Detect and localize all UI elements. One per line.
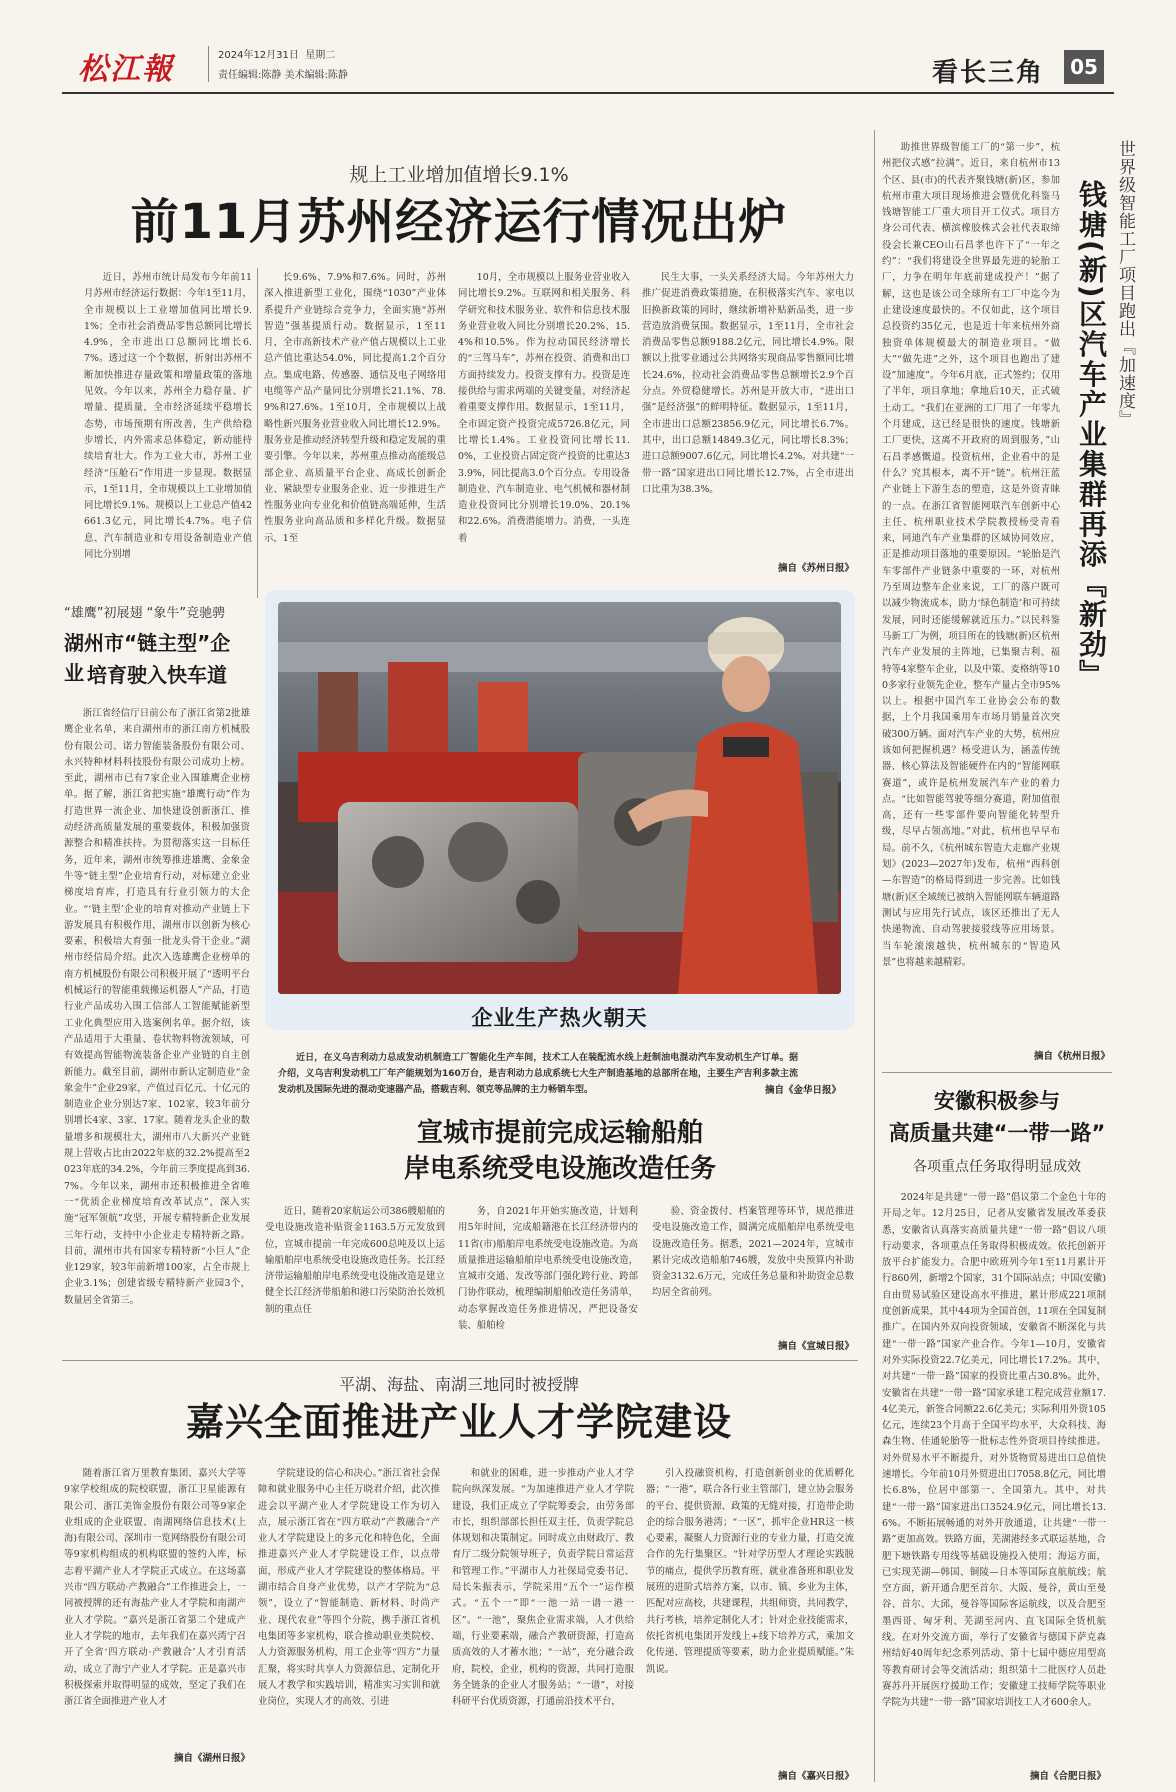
section-title: 看长三角 <box>932 58 1045 88</box>
xuancheng-headline-line-1: 宣城市提前完成运输船舶 <box>416 1118 703 1148</box>
masthead-divider <box>208 46 209 82</box>
jiaxing-col-3: 和就业的困难，进一步推动产业人才学院向纵深发展。“为加速推进产业人才学院建设，我们正成立了学院筹委会，由劳务部市长，组织部部长担任双主任，负责学院总体规划和决策制定。同时成立由财政厅、教育厅二级分院领导班子，负责学院日常运营和管理工作。”平湖市人力社保局党委书记、局长朱振表示，学院采用“五个一”运作模式。“五个一”即“一池一站一谱一港一区”。“一池”，聚焦企业需求端，人才供给端，行业要素端，融合产教研资源，打造高质高效的人才蓄水池；“一站”，充分融合政府，院校，企业，机构的资源，共同打造服务全链条的企业人才服务站；“一谱”，对接科研平台优质资源，打通前沿技术平台， <box>452 1468 634 1708</box>
xuancheng-col-3: 验、资金拨付、档案管理等环节，规范推进受电设施改造工作，圆满完成船舶岸电系统受电设施改造任务。据悉，2021—2024年，宣城市累计完成改造船舶746艘，发放中央预算内补助资金3132.6万元，完成任务总量和补助资金总数均居全省前列。 <box>652 1206 854 1299</box>
xuancheng-col-2: 务，自2021年开始实施改造，计划利用5年时间，完成船籍港在长江经济带内的11省(市)船舶岸电系统受电设施改造。为高质量推进运输船舶岸电系统受电设施改造，宣城市交通、发改等部门强化跨行业、跨部门协作联动，梳理编制船舶改造任务清单，动态掌握改造任务推进情况，严把设备安装、船舶检 <box>458 1206 638 1332</box>
suzhou-divider <box>257 268 258 598</box>
xuancheng-col-1: 近日，随着20家航运公司386艘船舶的受电设施改造补贴资金1163.5万元发放到位，宣城市提前一年完成600总吨及以上运输船舶岸电系统受电设施改造任务。长江经济带运输船舶岸电系统受电设施改造是建立健全长江经济带船舶和港口污染防治长效机制的重点任 <box>265 1206 445 1315</box>
qiantang-kicker: 世界级智能工厂项目跑出『加速度』 <box>1115 140 1135 428</box>
anhui-headline-line-2: 高质量共建“一带一路” <box>888 1121 1106 1145</box>
suzhou-col-3: 10月，全市规模以上服务业营业收入同比增长9.2%。互联网和相关服务、科学研究和技术服务业、软件和信息技术服务业营业收入同比分别增长20.2%、15.4%和10.5%。作为拉动国民经济增长的“三驾马车”，苏州在投资、消费和出口方面持续发力。投资支撑有力。投资是连接供给与需求两端的关键变量，对经济起着重要支撑作用。数据显示，1至11月，全市固定资产投资完成5726.8亿元，同比增长1.4%。工业投资同比增长11.0%，工业投资占固定资产投资的比重达33.9%，同比提高3.0个百分点。专用设备制造业、汽车制造业、电气机械和器材制造业投资同比分别增长19.0%、20.1%和22.6%。消费潜能增力。消费，一头连着 <box>458 272 630 544</box>
factory-photo <box>278 602 841 994</box>
jiaxing-col-4: 引入投融资机构，打造创新创业的优质孵化器；“一港”，联合各行业主管部门，建立协会服务的平台、提供资源、政策的无缝对接，打造带企助企的综合服务港湾；“一区”，抓牢企业HR这一核心要素，凝聚人力资源行业的专业力量，打造交流合作的先行集聚区。“针对学历型人才理论实践脱节的痛点，提供学历教育班、就业准备班和职业发展班的进阶式培养方案，以市、镇、乡业为主体，匹配对应高校，共建课程，共组师资，共同教学，共行考核，培养定制化人才；针对企业技能需求，依托省机电集团开发线上+线下培养方式，乘加文化传递、管理提质等要素，助力企业提质赋能。”朱凯说。 <box>646 1468 854 1675</box>
jiaxing-headline: 嘉兴全面推进产业人才学院建设 <box>185 1400 732 1444</box>
qiantang-headline: 钱塘(新)区汽车产业集群再添『新劲』 <box>1075 180 1108 690</box>
anhui-top-rule <box>882 1072 1112 1073</box>
anhui-headline-line-1: 安徽积极参与 <box>934 1089 1060 1113</box>
suzhou-kicker: 规上工业增加值增长9.1% <box>349 164 569 186</box>
jiaxing-top-rule <box>62 1360 858 1361</box>
huzhou-headline-line-1: 湖州市“链主型”企业 <box>64 631 231 685</box>
newspaper-name: 松江報 <box>78 52 174 87</box>
suzhou-headline: 前11月苏州经济运行情况出炉 <box>130 194 788 250</box>
masthead-rule <box>62 92 1114 94</box>
anhui-subtitle: 各项重点任务取得明显成效 <box>913 1159 1081 1175</box>
huzhou-kicker: “雄鹰”初展翅 “象牛”竞驰骋 <box>64 606 226 621</box>
huzhou-headline-line-2: 培育驶入快车道 <box>87 663 227 687</box>
xuancheng-headline-line-2: 岸电系统受电设施改造任务 <box>403 1154 716 1184</box>
suzhou-col-1: 近日，苏州市统计局发布今年前11月苏州市经济运行数据：今年1至11月，全市规模以上工业增加值同比增长9.1%；全市社会消费品零售总额同比增长4.9%，全市进出口总额同比增长6.7%。透过这一个个数据，折射出苏州不断加快推进存量政策和增量政策的落地见效。今年以来，苏州全力稳存量、扩增量、提质量，全市经济延续平稳增长态势，市场预期有所改善，生产供给稳步增长，内外需求总体稳定，新动能持续培育壮大。作为工业大市，苏州工业经济“压舱石”作用进一步显现。数据显示，1至11月，全市规模以上工业增加值同比增长9.1%。规模以上工业总产值42661.3亿元，同比增长4.7%。电子信息、汽车制造业和专用设备制造业产值同比分别增 <box>84 272 252 561</box>
jiaxing-kicker: 平湖、海盐、南湖三地同时被授牌 <box>338 1375 579 1394</box>
qiantang-body: 助推世界级智能工厂的“第一步”，杭州把仪式感”拉满”。近日，来自杭州市13个区、县(市)的代表齐聚钱塘(新)区，参加杭州市重大项目现场推进会暨优化科鉴马钱塘智能工厂重大项目开工仪式。项目方身公司代表、横滨橡胶株式会社代表取缔役会长兼CEO山石昌孝也许下了“一年之约”：“我们将建设全世界最先进的轮胎工厂，力争在明年年底前建成投产！”据了解，这也是该公司全球所有工厂中迄今为止建设速度最快的。不仅如此，这个项目总投资约35亿元，也是近十年来杭州外商独资单体规模最大的制造业项目。“做大”“做先进”之外，这个项目也跑出了建设”加速度”。今年6月底，正式签约；仅用了半年，项目拿地；拿地后10天，正式破土动工。“我们在亚洲的工厂用了一年零九个月建成，这已经是很快的速度。钱塘新工厂更快，这离不开政府的周到服务，”山石昌孝感慨道。投资杭州，企业看中的是什么？究其根本，离不开“链”。杭州汪蓝产业链上下游生态的塑造，这是外资青睐的一点。在浙江省智能网联汽车创新中心主任、杭州职业技术学院教授杨受青看来，同迪汽车产业集群的区域协同效应，正是推动项目落地的重要原因。“轮胎是汽车零部件产业链条中重要的一环，对杭州乃至周边整车企业来说，工厂的落户既可以减少物流成本，助力‘绿色制造’和可持续发展，同时还能缓解就近压力。”以民科鉴马新工厂为例，项目所在的钱塘(新)区杭州汽车产业发展的主阵地，已集聚吉利、福特等4家整车企业，以及中策、麦格纳等100多家行业领先企业，整车产量占全市95%以上。根据中国汽车工业协会公布的数据，上个月我国乘用车市场月销量首次突破300万辆。面对汽车产业的大势，杭州应该如何把握机遇？杨受进认为，涵盖传统器、核心算法及智能硬件在内的“智能网联赛道”，或许是杭州发展汽车产业的着力点。“比如智能驾驶等细分赛道，附加值很高，还有一些零部件要向智能化转型升级，尽早占领高地。”对此，杭州也早早布局。前不久，《杭州城东智造大走廊产业规划》(2023—2027年)发布，杭州“西科创—东智造”的格局得到进一步完善。比如钱塘(新)区全域统已被纳入智能网联车辆道路测试与应用先行试点，该区还推出了无人快递物流、自动驾驶接驳线等应用场景。当车轮滚滚越快，杭州城东的“智造风景”也将越来越精彩。 <box>882 142 1060 968</box>
huzhou-body: 浙江省经信厅日前公布了浙江省第2批雄鹰企业名单，来自湖州市的浙江南方机械股份有限公司、诺力智能装备股份有限公司、永兴特种材料科技股份有限公司成功上榜。至此，湖州市已有7家企业入围雄鹰企业榜单。据了解，浙江省把实施“雄鹰行动”作为打造世界一流企业、加快建设创新浙江、推动经济高质量发展的重要载体，积极加强资源整合和精准扶持。为贯彻落实这一目标任务，近年来，湖州市统筹推进雄鹰、金象金牛等“链主型”企业培育行动，对标建立企业梯度培育库，打造具有行业引领力的大企业。“‘链主型’企业的培育对推动产业链上下游发展具有积极作用，湖州市以创新为核心要素，积极培大育强一批龙头骨干企业。”湖州市经信局介绍。此次入选雄鹰企业榜单的南方机械股份有限公司积极开展了“透明平台机械运行的智能重载搬运机器人”产品，打造行业产品成功入围工信部人工智能赋能新型工业化典型应用入选案例名单。据介绍，该产品适用于大重量、卷状物料物流领域，可有效提高智能物流装备企业产业链的自主创新能力。截至目前，湖州市新认定制造业“金象金牛”企业29家，产值过百亿元、十亿元的制造业企业分别达7家、102家，较3年前分别增长4家、3家、17家。随着龙头企业的数量增多和规模壮大，湖州市八大新兴产业链规上营收占比由2022年底的32.2%提高至2023年底的34.2%，今年前三季度提高到36.7%。今年以来，湖州市还积极推进全省唯一“优质企业梯度培育改革试点”，深入实施“冠军领航”攻坚，开展专精特新企业发展三年行动，支持中小企业走专精特新之路。目前，湖州市共有国家专精特新“小巨人”企业129家，较3年前新增100家，占全市规上企业3.1%；创建省级专精特新产业园3个，数量居全省第三。 <box>64 708 250 1306</box>
xuancheng-source: 摘自《宣城日报》 <box>777 1341 854 1352</box>
suzhou-col-4: 民生大事，一头关系经济大局。今年苏州大力推广促进消费政策措施，在积极落实汽车、家电以旧换新政策的同时，继续新增补贴新品类，进一步营造放消费氛围。数据显示，1至11月，全市社会消费品零售总额9188.2亿元，同比增长4.9%。限额以上批零业通过公共网络实现商品零售额同比增长24.6%，拉动社会消费品零售总额增长2.9个百分点。外贸稳健增长。苏州是开放大市，“进出口强”是经济强”的鲜明特征。数据显示，1至11月，全市进出口总额23856.9亿元，同比增长6.7%。其中，出口总额14849.3亿元，同比增长8.3%；进口总额9007.6亿元，同比增长4.2%。对共建“一带一路”国家进出口同比增长12.7%，占全市进出口比重为38.3%。 <box>642 272 854 495</box>
right-column-divider <box>874 130 875 1782</box>
anhui-source: 摘自《合肥日报》 <box>1029 1771 1106 1782</box>
huzhou-source: 摘自《湖州日报》 <box>173 1753 250 1764</box>
jiaxing-col-2: 学院建设的信心和决心。”浙江省社会保障和就业服务中心主任万晓君介绍，此次推进会以平湖产业人才学院建设工作为切入点，展示浙江省在“四方联动”产教融合“产业人才学院建设上的多元化和特色化，全面推进嘉兴产业人才学院建设工作，以点带面，形成产业人才学院建设的整体格局。平湖市结合自身产业优势，以产才学院为“总领”，设立了“智能制造、新材料、时尚产业、现代农业”等四个分院，携手浙江省机电集团等多家机构，联合推动职业类院校、人力资源服务机构，用工企业等“四方”力量汇聚，将实时共享人力资源信息，定制化开展人才教学和实践培训，精准实习实训和就业岗位，实现人才的高效、引进 <box>258 1468 440 1708</box>
qiantang-source: 摘自《杭州日报》 <box>1033 1051 1110 1062</box>
issue-date: 2024年12月31日 <box>218 50 299 61</box>
anhui-body: 2024年是共建“一带一路”倡议第二个金色十年的开局之年。12月25日，记者从安徽省发展改革委获悉，安徽省认真落实高质量共建“一带一路”倡议八项行动要求，各项重点任务取得积极成效。依托创新开放平台扩能发力。合肥中欧班列今年1至11月累计开行860列，新增2个国家，31个国际站点；中国(安徽)自由贸易试验区建设高水平推进，累计形成221项制度创新成果，其中44项为全国首创，11项在全国复制推广。在国内外双向投资领域，安徽省不断深化与共建“一带一路”国家产业合作。今年1—10月，安徽省对外实际投资22.7亿美元，同比增长17.2%。其中，对共建“一带一路”国家的投资比重占30.8%。此外，安徽省在共建“一带一路”国家承建工程完成营业额17.4亿美元，新签合同额22.6亿美元；实际利用外资105亿元，连续23个月高于全国平均水平，大众科技、海森生物、佳通轮胎等一批标志性外资项目持续推进。对外贸易水平不断提升，对外货物贸易进出口总值快速增长。今年前10月外贸进出口7058.8亿元，同比增长6.8%，位居中部第一、全国第九。其中，对共建“一带一路”国家进出口3524.9亿元，同比增长13.6%。不断拓展畅通的对外开放通道，让共建“一带一路”更加高效。铁路方面，芜湖港经多式联运基地，合肥下塘铁路专用线等基础设施投入使用；海运方面，已实现芜湖—韩国、铜陵—日本等国际直航航线；航空方面，新开通合肥至首尔、大阪、曼谷，黄山至曼谷、首尔、大邱，曼谷等国际客运航线，以及合肥至墨西哥、匈牙利、芜湖至河内、直飞国际全货机航线。在对外交流方面，举行了安徽省与德国下萨克森州结好40周年纪念系列活动、第十七届中德应用型高等教育研讨会等交流活动；组织第十二批医疗人员赴赛苏丹开展医疗援助工作；安徽建工技师学院等职业学院为共建“一带一路”国家培训技工人才600余人。 <box>882 1192 1106 1709</box>
jiaxing-col-1: 随着浙江省万里教育集团、嘉兴大学等9家学校组成的院校联盟，浙江卫星能源有限公司、浙江美饰金股份有限公司等9家企业组成的企业联盟、南湖网络信息技术(上海)有限公司、深圳市一览网络股份有限公司等9家机构组成的机构联盟的签约入库，标志着平湖产业人才学院正式成立。在这场嘉兴市“四方联动·产教融合”工作推进会上，一同被授牌的还有海盐产业人才学院和南湖产业人才学院。“嘉兴是浙江省第二个建成产业人才学院的地市，去年我们在嘉兴湾宁召开了全省‘四方联动·产教融合’人才引育活动，成立了海宁产业人才学院。正是嘉兴市积极探索并取得明显的成效，坚定了我们在浙江省全面推进产业人才 <box>64 1468 246 1708</box>
photo-caption-title: 企业生产热火朝天 <box>471 1006 648 1030</box>
masthead-editors: 责任编辑:陈静 美术编辑:陈静 <box>218 70 348 81</box>
page-number <box>1064 50 1104 84</box>
photo-caption-text: 近日，在义乌吉利动力总成发动机制造工厂智能化生产车间，技术工人在装配流水线上赶制油电混动汽车发动机生产订单。据介绍，义乌吉利发动机工厂年产能规划为160万台，是吉利动力总成系统七大生产制造基地的总部所在地，主要生产吉利多款主流发动机及国际先进的混动变速器产品，搭载吉利、领克等品牌的主力畅销车型。 <box>278 1053 798 1095</box>
masthead-date <box>218 46 335 61</box>
masthead-logo <box>78 44 196 87</box>
jiaxing-source: 摘自《嘉兴日报》 <box>777 1771 854 1782</box>
page-number-text: 05 <box>1070 55 1098 79</box>
suzhou-col-2: 长9.6%、7.9%和7.6%。同时，苏州深入推进新型工业化，围绕“1030”产业体系提升产业链综合竞争力，全面实施“苏州智造”强基提质行动。数据显示，1至11月，全市高新技术产业产值占规模以上工业总产值比重达54.0%，同比提高1.2个百分点。集成电路、传感器、通信及电子网络用电缆等产品产量同比分别增长21.1%、78.9%和27.6%。1至10月，全市规模以上战略性新兴服务业营业收入同比增长12.9%。服务业是推动经济转型升级和稳定发展的重要引擎。今年以来，苏州重点推动高能级总部企业、高质量平台企业、高成长创新企业、紧缺型专业服务企业、近一步推进生产性服务业向专业化和价值链高端延伸，生活性服务业向高品质和多样化升级。数据显示，1至 <box>264 272 446 544</box>
photo-source: 摘自《金华日报》 <box>764 1085 841 1096</box>
issue-weekday: 星期二 <box>305 50 336 61</box>
factory-photo-image <box>278 602 841 994</box>
suzhou-source: 摘自《苏州日报》 <box>777 563 854 574</box>
